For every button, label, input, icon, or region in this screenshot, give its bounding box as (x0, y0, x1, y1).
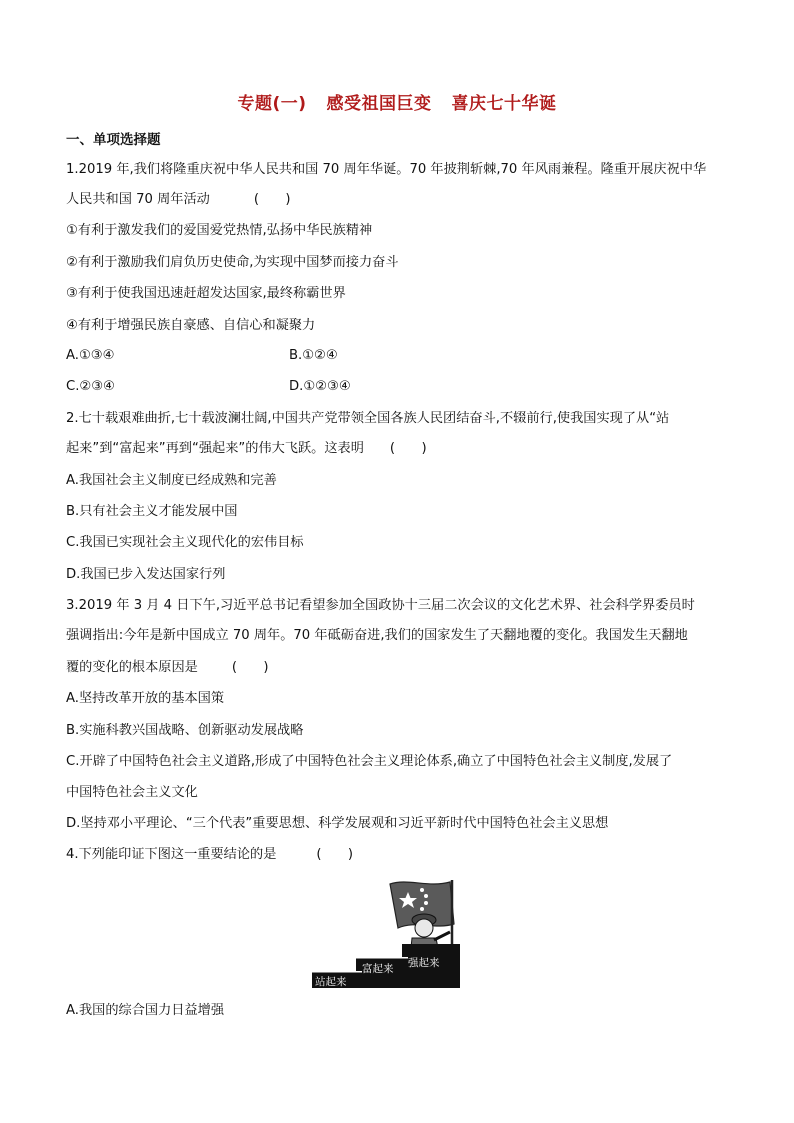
q2-option-a: A.我国社会主义制度已经成熟和完善 (66, 473, 277, 488)
flag-star-small-2 (424, 894, 428, 898)
q1-answer-blank: ( ) (253, 192, 291, 207)
q4-option-a: A.我国的综合国力日益增强 (66, 1003, 225, 1018)
section-heading: 一、单项选择题 (66, 132, 161, 148)
q2-option-c: C.我国已实现社会主义现代化的宏伟目标 (66, 535, 304, 550)
title-part-2: 感受祖国巨变 (326, 94, 432, 114)
q3-stem-line-1: 3.2019 年 3 月 4 日下午,习近平总书记看望参加全国政协十三届二次会议的文化艺术界、社会科学界委员时 (66, 598, 695, 613)
q2-stem-line-2 (66, 440, 427, 458)
flag-star-small-4 (420, 907, 424, 911)
q2-option-d: D.我国已步入发达国家行列 (66, 567, 226, 582)
flag-star-small-1 (420, 888, 424, 892)
q3-option-a: A.坚持改革开放的基本国策 (66, 691, 225, 706)
q1-option-c: C.②③④ (66, 379, 115, 394)
soldier-head (415, 919, 433, 937)
soldier-arm (434, 932, 450, 940)
q3-option-d: D.坚持邓小平理论、“三个代表”重要思想、科学发展观和习近平新时代中国特色社会主义思想 (66, 816, 609, 831)
q1-stem-line-1: 1.2019 年,我们将隆重庆祝中华人民共和国 70 周年华诞。70 年披荆斩棘,70 年风雨兼程。隆重开展庆祝中华 (66, 162, 707, 177)
title-part-1: 专题(一) (237, 94, 307, 114)
q3-option-c-line-2: 中国特色社会主义文化 (66, 785, 198, 800)
q3-stem-text: 覆的变化的根本原因是 (66, 660, 198, 675)
q1-statement-3: ③有利于使我国迅速赶超发达国家,最终称霸世界 (66, 286, 346, 301)
q3-option-b: B.实施科教兴国战略、创新驱动发展战略 (66, 723, 304, 738)
q3-stem-line-2: 强调指出:今年是新中国成立 70 周年。70 年砥砺奋进,我们的国家发生了天翻地覆的变化。我国发生天翻地 (66, 628, 688, 643)
q3-stem-line-3 (66, 659, 269, 677)
q1-statement-1: ①有利于激发我们的爱国爱党热情,弘扬中华民族精神 (66, 223, 373, 238)
q2-answer-blank: ( ) (389, 441, 427, 456)
stair-label-3: 强起来 (408, 957, 440, 969)
q1-statement-2: ②有利于激励我们肩负历史使命,为实现中国梦而接力奋斗 (66, 255, 399, 270)
q2-stem-line-1: 2.七十载艰难曲折,七十载波澜壮阔,中国共产党带领全国各族人民团结奋斗,不辍前行,使我国实现了从“站 (66, 411, 670, 426)
q4-stem-line-1 (66, 846, 353, 864)
q4-answer-blank: ( ) (316, 847, 354, 862)
q3-option-c-line-1: C.开辟了中国特色社会主义道路,形成了中国特色社会主义理论体系,确立了中国特色社会主义制度,发展了 (66, 754, 673, 769)
q2-option-b: B.只有社会主义才能发展中国 (66, 504, 238, 519)
q1-statement-4: ④有利于增强民族自豪感、自信心和凝聚力 (66, 318, 316, 333)
q4-stem-text: 4.下列能印证下图这一重要结论的是 (66, 847, 277, 862)
page-title (0, 89, 794, 114)
stair-label-1: 站起来 (315, 976, 347, 988)
stair-label-2: 富起来 (362, 963, 394, 975)
q1-stem-line-2 (66, 191, 291, 209)
flag-star-small-3 (424, 901, 428, 905)
q1-stem-text: 人民共和国 70 周年活动 (66, 192, 210, 207)
stair-riser-2 (356, 957, 408, 959)
stair-riser-1 (312, 971, 362, 973)
stairs-flag-figure (312, 880, 462, 988)
q1-option-b: B.①②④ (289, 348, 338, 363)
q3-answer-blank: ( ) (231, 660, 269, 675)
q1-option-d: D.①②③④ (289, 379, 351, 394)
title-part-3: 喜庆七十华诞 (451, 94, 557, 114)
q1-option-a: A.①③④ (66, 348, 115, 363)
q2-stem-text: 起来”到“富起来”再到“强起来”的伟大飞跃。这表明 (66, 441, 364, 456)
